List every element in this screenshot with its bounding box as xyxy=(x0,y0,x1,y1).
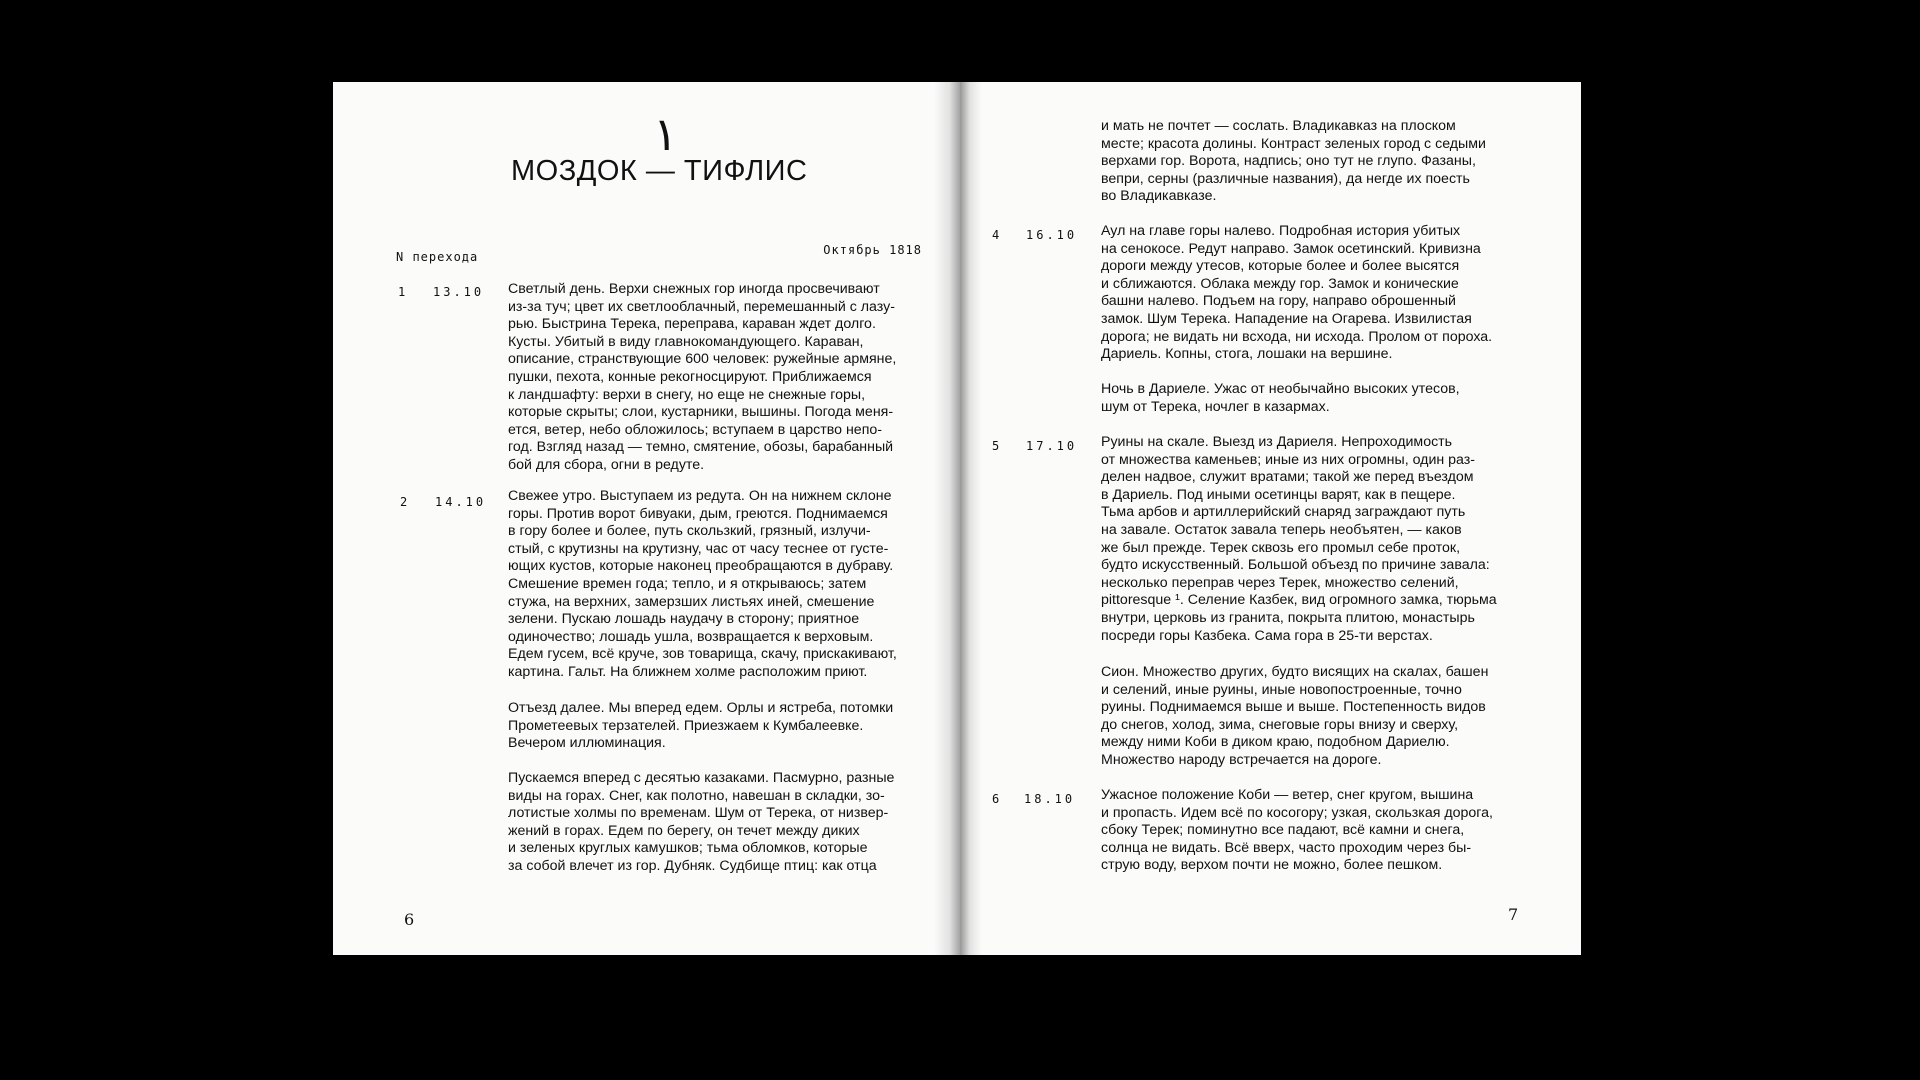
paragraph: Пускаемся вперед с десятью казаками. Пасмурно, разные виды на горах. Снег, как полотно, навешан в складки, зо- лотистые холмы по временам. Шум от Терека, от низвер- жений в горах. Едем по берегу, он течет между диких и зеленых круглых камушков; тьма обломков, которые за собой влечет из гор. Дубняк. Судбище птиц: как отца xyxy=(508,770,895,874)
left-page xyxy=(333,82,960,955)
paragraph: Светлый день. Верхи снежных гор иногда просвечивают из-за туч; цвет их светлооблачный, перемешанный с лазу- рью. Быстрина Терека, переправа, караван ждет долго. Кусты. Убитый в виду главнокомандующего. Караван, описание, странствующие 600 человек: ружейные армяне, пушки, пехота, конные рекогносцируют. Приближаемся к ландшафту: верхи в снегу, но еще не снежные горы, которые скрыты; слои, кустарники, вышины. Погода меня- ется, ветер, небо обложилось; вступаем в царство непо- год. Взгляд назад — темно, смятение, обозы, барабанный бой для сбора, огни в редуте. xyxy=(508,281,897,473)
entry-date: 14.10 xyxy=(435,495,487,509)
chapter-title: МОЗДОК — ТИФЛИС xyxy=(511,155,808,187)
entry-date: 16.10 xyxy=(1026,228,1078,242)
paragraph: Аул на главе горы налево. Подробная история убитых на сенокосе. Редут направо. Замок осетинский. Кривизна дороги между утесов, которые более и более высятся и сближаются. Облака между гор. Замок и конические башни налево. Подъем на гору, направо оброшенный замок. Шум Терека. Нападение на Огарева. Извилистая дорога; не видать ни всхода, ни исхода. Пролом от пороха. Дариель. Копны, стога, лошаки на вершине. xyxy=(1101,223,1493,363)
page-number: 6 xyxy=(404,910,415,929)
entry-date: 18.10 xyxy=(1024,792,1076,806)
entry-number: 6 xyxy=(992,792,1001,806)
gutter-shadow xyxy=(960,82,982,955)
paragraph: Ужасное положение Коби — ветер, снег кругом, вышина и пропасть. Идем всё по косогору; узкая, скользкая дорога, сбоку Терек; поминутно все падают, всё камни и снега, солнца не видать. Всё вверх, часто проходим через бы- струю воду, верхом почти не можно, более пешком. xyxy=(1101,787,1493,874)
right-page xyxy=(960,82,1581,955)
paragraph: и мать не почтет — сослать. Владикавказ на плоском месте; красота долины. Контраст зеленых город с седыми верхами гор. Ворота, надпись; оно тут не глупо. Фазаны, вепри, серны (различные названия), да негде их поесть во Владикавказе. xyxy=(1101,118,1486,205)
paragraph: Отъезд далее. Мы вперед едем. Орлы и ястреба, потомки Прометеевых терзателей. Приезжаем к Кумбалеевке. Вечером иллюминация. xyxy=(508,700,894,752)
paragraph: Сион. Множество других, будто висящих на скалах, башен и селений, иные руины, иные новопостроенные, точно руины. Поднимаемся выше и выше. Постепенность видов до снегов, холод, зима, снеговые горы внизу и сверху, между ними Коби в диком краю, подобном Дариелю. Множество народу встречается на дороге. xyxy=(1101,664,1489,768)
gutter-shadow xyxy=(934,82,960,955)
column-label: N перехода xyxy=(396,250,479,264)
entry-date: 13.10 xyxy=(433,285,485,299)
entry-number: 2 xyxy=(400,495,409,509)
paragraph: Руины на скале. Выезд из Дариеля. Непроходимость от множества каменьев; иные из них огромны, один раз- делен надвое, служит вратами; такой же перед въездом в Дариель. Под иными осетинцы варят, как в пещере. Тьма арбов и артиллерийский снаряд заграждают путь на завале. Остаток завала теперь необъятен, — каков же был прежде. Терек сквозь его промыл себе проток, будто искусственный. Большой объезд по причине завала: несколько переправ через Терек, множество селений, pittoresque ¹. Селение Казбек, вид огромного замка, тюрьма внутри, церковь из гранита, покрыта плитою, монастырь посреди горы Казбека. Сама гора в 25-ти верстах. xyxy=(1101,434,1497,644)
paragraph: Свежее утро. Выступаем из редута. Он на нижнем склоне горы. Против ворот бивуаки, дым, греются. Поднимаемся в гору более и более, путь скользкий, грязный, излучи- стый, с крутизны на крутизну, час от часу теснее от густе- ющих кустов, которые наконец преобращаются в дубраву. Смешение времен года; тепло, и я открываюсь; затем стужа, на верхних, замерзших листьях иней, смешение зелени. Пускаю лошадь наудачу в сторону; приятное одиночество; лошадь ушла, возвращается к верховым. Едем гусем, всё круче, зов товарища, скачу, прискакивают, картина. Гальт. На ближнем холме расположим приют. xyxy=(508,488,897,680)
date-header: Октябрь 1818 xyxy=(823,243,922,257)
page-number: 7 xyxy=(1508,905,1519,924)
chapter-mark: ١ xyxy=(653,107,678,161)
entry-number: 4 xyxy=(992,228,1001,242)
entry-date: 17.10 xyxy=(1026,439,1078,453)
paragraph: Ночь в Дариеле. Ужас от необычайно высоких утесов, шум от Терека, ночлег в казармах. xyxy=(1101,381,1460,415)
entry-number: 5 xyxy=(992,439,1001,453)
entry-number: 1 xyxy=(398,285,407,299)
